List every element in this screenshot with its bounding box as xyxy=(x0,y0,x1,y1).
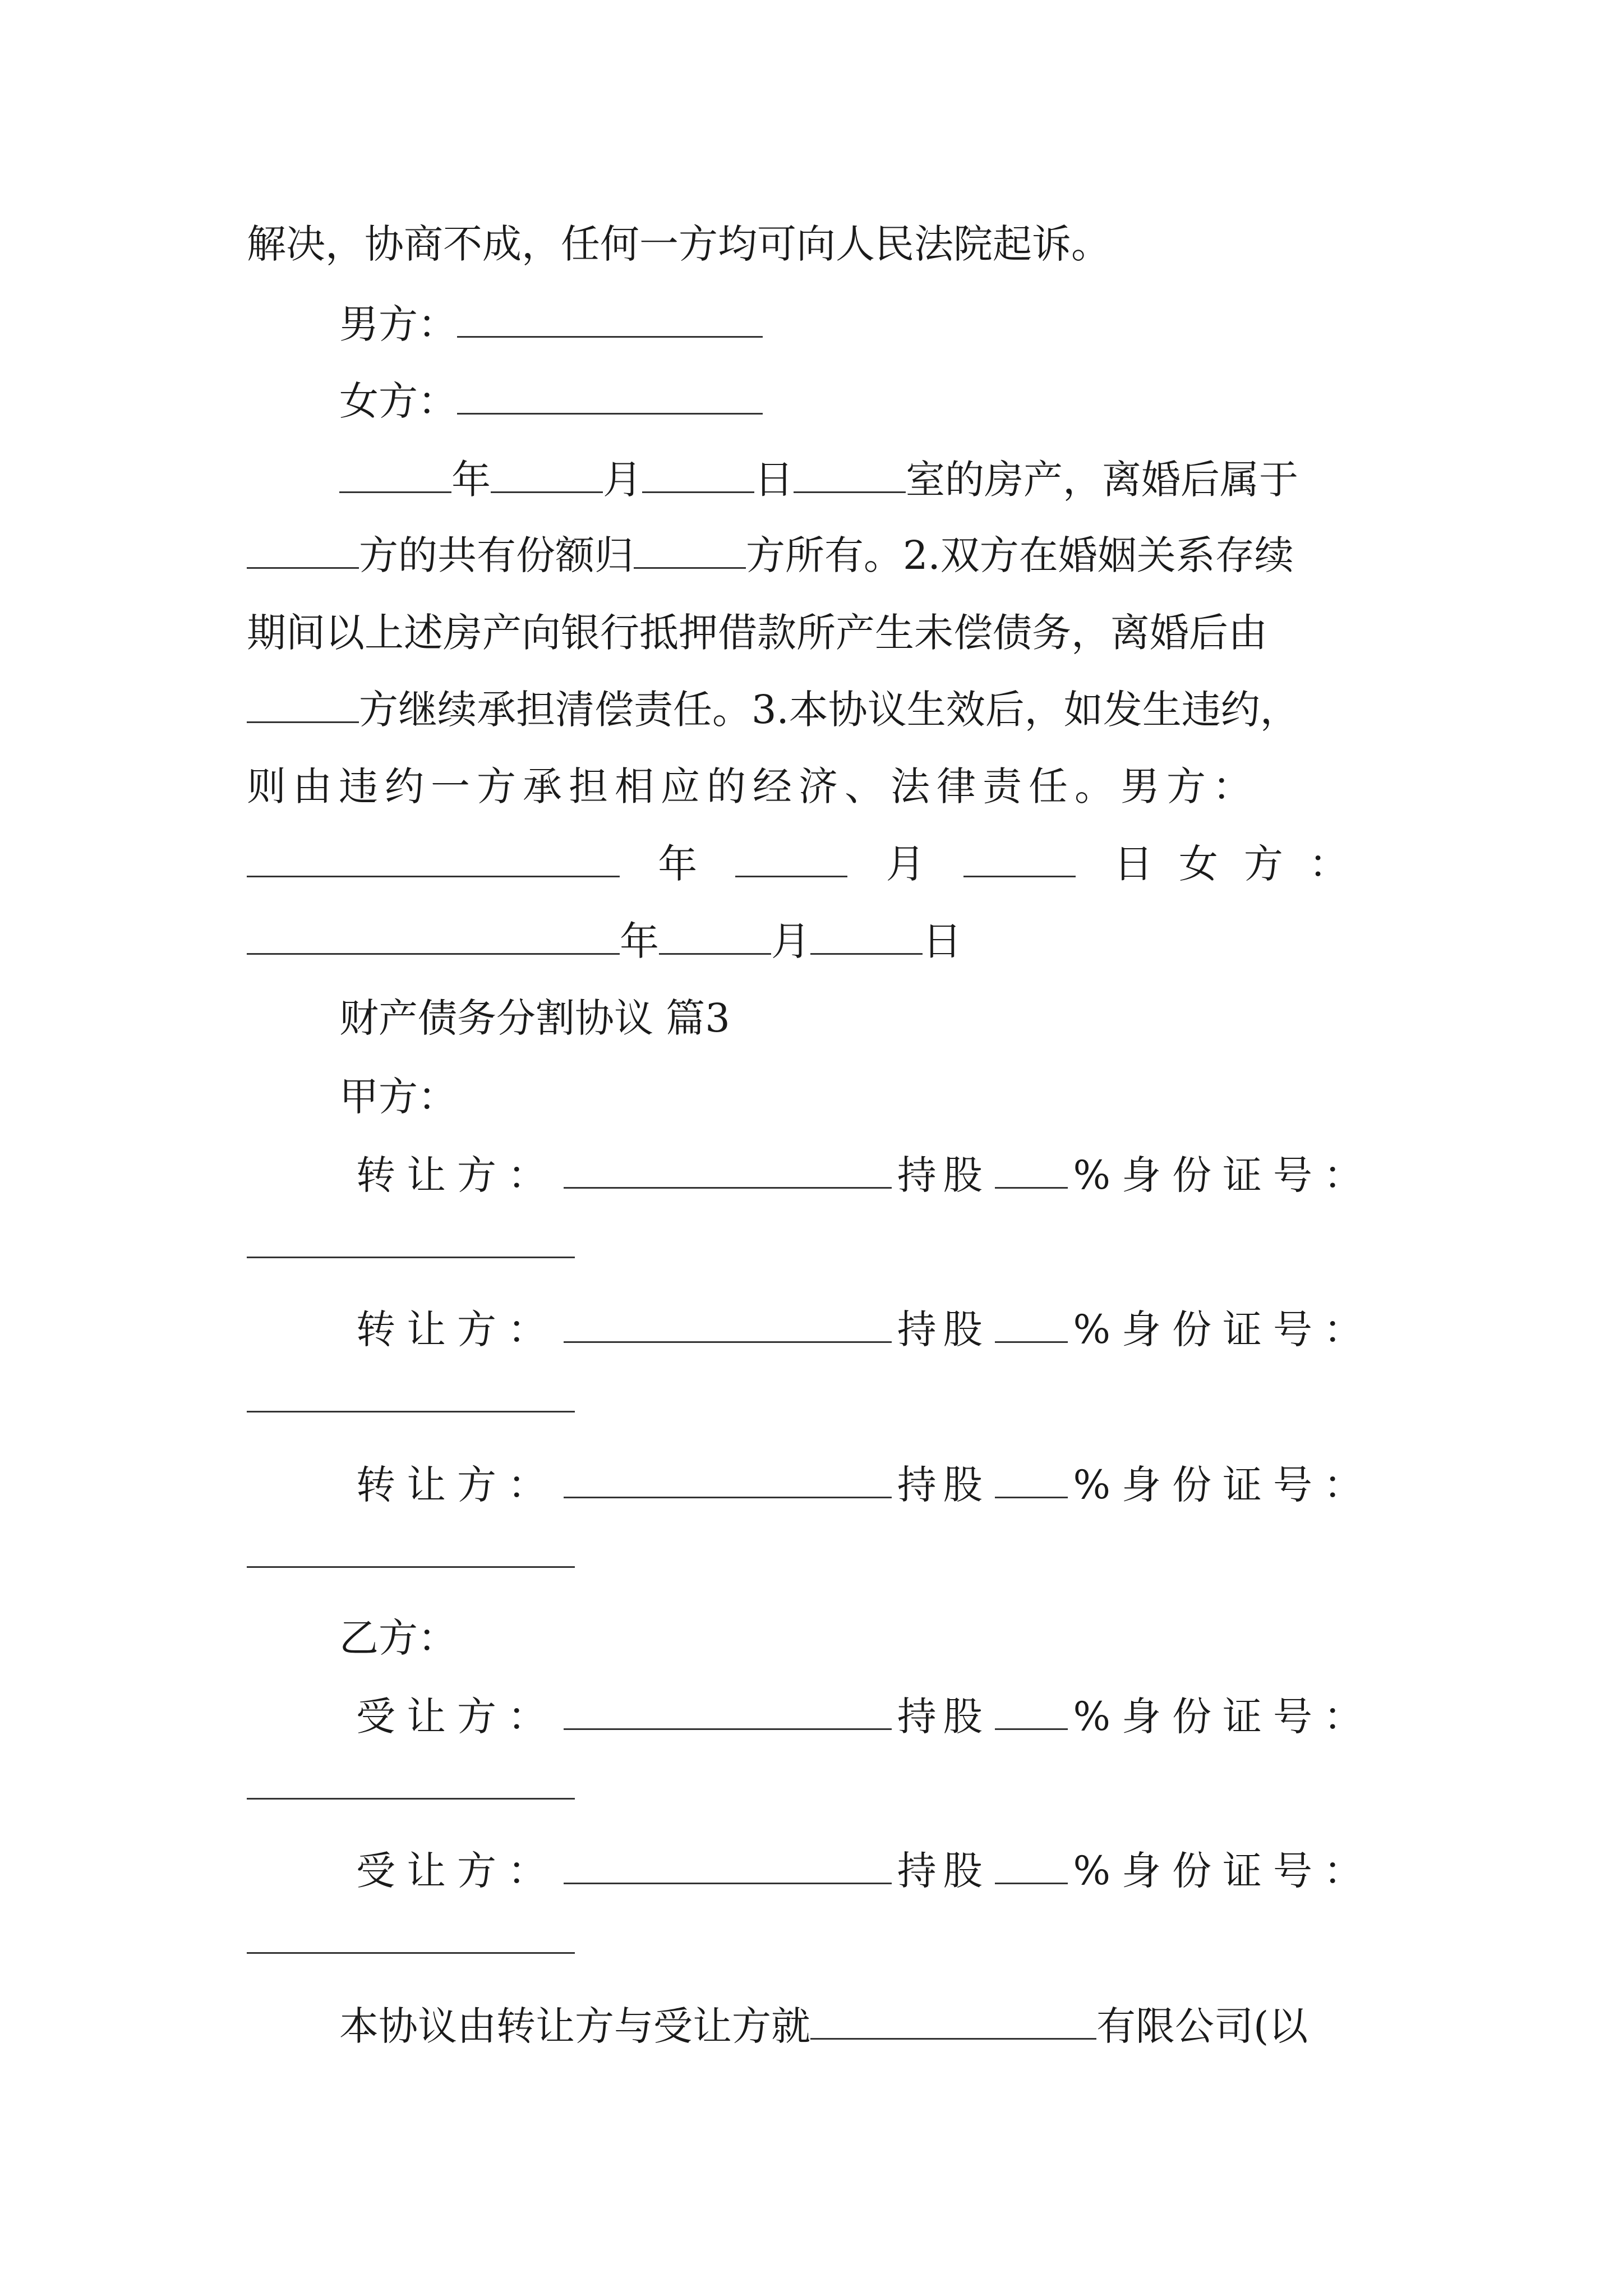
shares-label: 持股 xyxy=(897,1848,989,1894)
blank-field xyxy=(457,412,763,415)
blank-field xyxy=(247,875,620,877)
paragraph-text: 解决，协商不成，任何一方均可向人民法院起诉。 xyxy=(247,221,1110,267)
text-line xyxy=(247,216,1374,272)
transferor-line xyxy=(356,1457,1374,1513)
year-label: 年 xyxy=(620,918,659,964)
blank-field xyxy=(735,875,847,877)
blank-field xyxy=(564,1186,892,1189)
paragraph-text: 本协议由转让方与受让方就 xyxy=(339,2003,810,2049)
blank-field xyxy=(247,1798,575,1800)
blank-field xyxy=(995,1496,1068,1498)
blank-field xyxy=(642,491,754,493)
blank-field xyxy=(564,1496,892,1498)
blank-field xyxy=(491,491,603,493)
blank-field xyxy=(810,953,923,955)
party-b-label-line xyxy=(339,1610,1467,1666)
transferor-label: 转让方： xyxy=(356,1462,558,1508)
blank-field xyxy=(564,1341,892,1343)
month-label: 月 xyxy=(771,918,810,964)
text-line xyxy=(339,452,1374,508)
year-label: 年 xyxy=(451,457,491,503)
text-line xyxy=(247,836,1374,892)
transferor-label: 转让方： xyxy=(356,1306,558,1352)
blank-field xyxy=(247,1566,575,1568)
transferee-label: 受让方： xyxy=(356,1694,558,1740)
blank-field xyxy=(810,2037,1096,2040)
paragraph-text: 方所有。2.双方在婚姻关系存续 xyxy=(746,532,1294,578)
man-label: 男方： xyxy=(339,301,457,347)
text-line xyxy=(339,1998,1374,2054)
section-title-text: 财产债务分割协议 篇3 xyxy=(339,995,730,1041)
text-line xyxy=(247,527,1374,583)
blank-field xyxy=(247,721,359,723)
transferor-label: 转让方： xyxy=(356,1152,558,1198)
transferor-line xyxy=(356,1147,1374,1203)
day-label: 日 xyxy=(923,918,962,964)
id-label: %身份证号： xyxy=(1073,1462,1374,1508)
blank-field xyxy=(247,567,359,569)
party-a-label-line xyxy=(339,1069,1467,1125)
transferor-line xyxy=(356,1301,1374,1358)
blank-field xyxy=(339,491,451,493)
id-label: %身份证号： xyxy=(1073,1306,1374,1352)
day-label: 日 xyxy=(754,457,794,503)
paragraph-text: 室的房产，离婚后属于 xyxy=(906,457,1298,503)
woman-label: 日女方： xyxy=(1113,841,1374,887)
text-line xyxy=(247,682,1374,738)
blank-field xyxy=(995,1341,1068,1343)
blank-field xyxy=(995,1882,1068,1884)
year-label: 年 xyxy=(658,841,698,887)
text-line xyxy=(247,758,1374,815)
transferee-line xyxy=(356,1843,1374,1899)
paragraph-text: 期间以上述房产向银行抵押借款所产生未偿债务，离婚后由 xyxy=(247,610,1267,656)
blank-field xyxy=(457,335,763,338)
paragraph-text: 方继续承担清偿责任。3.本协议生效后，如发生违约， xyxy=(359,687,1299,733)
blank-field xyxy=(247,953,620,955)
blank-field xyxy=(995,1728,1068,1730)
id-label: %身份证号： xyxy=(1073,1848,1374,1894)
blank-field xyxy=(963,875,1076,877)
blank-field xyxy=(247,1411,575,1412)
month-label: 月 xyxy=(886,841,925,887)
transferee-line xyxy=(356,1688,1374,1745)
blank-field xyxy=(247,1257,575,1258)
month-label: 月 xyxy=(603,457,642,503)
signature-line-man xyxy=(339,296,1467,352)
blank-field xyxy=(995,1186,1068,1189)
shares-label: 持股 xyxy=(897,1694,989,1740)
id-label: %身份证号： xyxy=(1073,1152,1374,1198)
blank-field xyxy=(659,953,771,955)
paragraph-text: 有限公司(以 xyxy=(1096,2003,1308,2049)
text-line xyxy=(247,913,1374,969)
blank-field xyxy=(564,1728,892,1730)
transferee-label: 受让方： xyxy=(356,1848,558,1894)
section-title xyxy=(339,990,1467,1046)
shares-label: 持股 xyxy=(897,1152,989,1198)
blank-field xyxy=(634,567,746,569)
id-label: %身份证号： xyxy=(1073,1694,1374,1740)
shares-label: 持股 xyxy=(897,1462,989,1508)
blank-field xyxy=(794,491,906,493)
signature-line-woman xyxy=(339,373,1467,429)
paragraph-text: 方的共有份额归 xyxy=(359,532,634,578)
party-b-label: 乙方： xyxy=(339,1615,457,1661)
text-line xyxy=(247,605,1374,661)
shares-label: 持股 xyxy=(897,1306,989,1352)
party-a-label: 甲方： xyxy=(339,1074,457,1120)
woman-label: 女方： xyxy=(339,378,457,424)
paragraph-text: 则由违约一方承担相应的经济、法律责任。男方： xyxy=(247,763,1258,809)
blank-field xyxy=(564,1882,892,1884)
blank-field xyxy=(247,1952,575,1954)
